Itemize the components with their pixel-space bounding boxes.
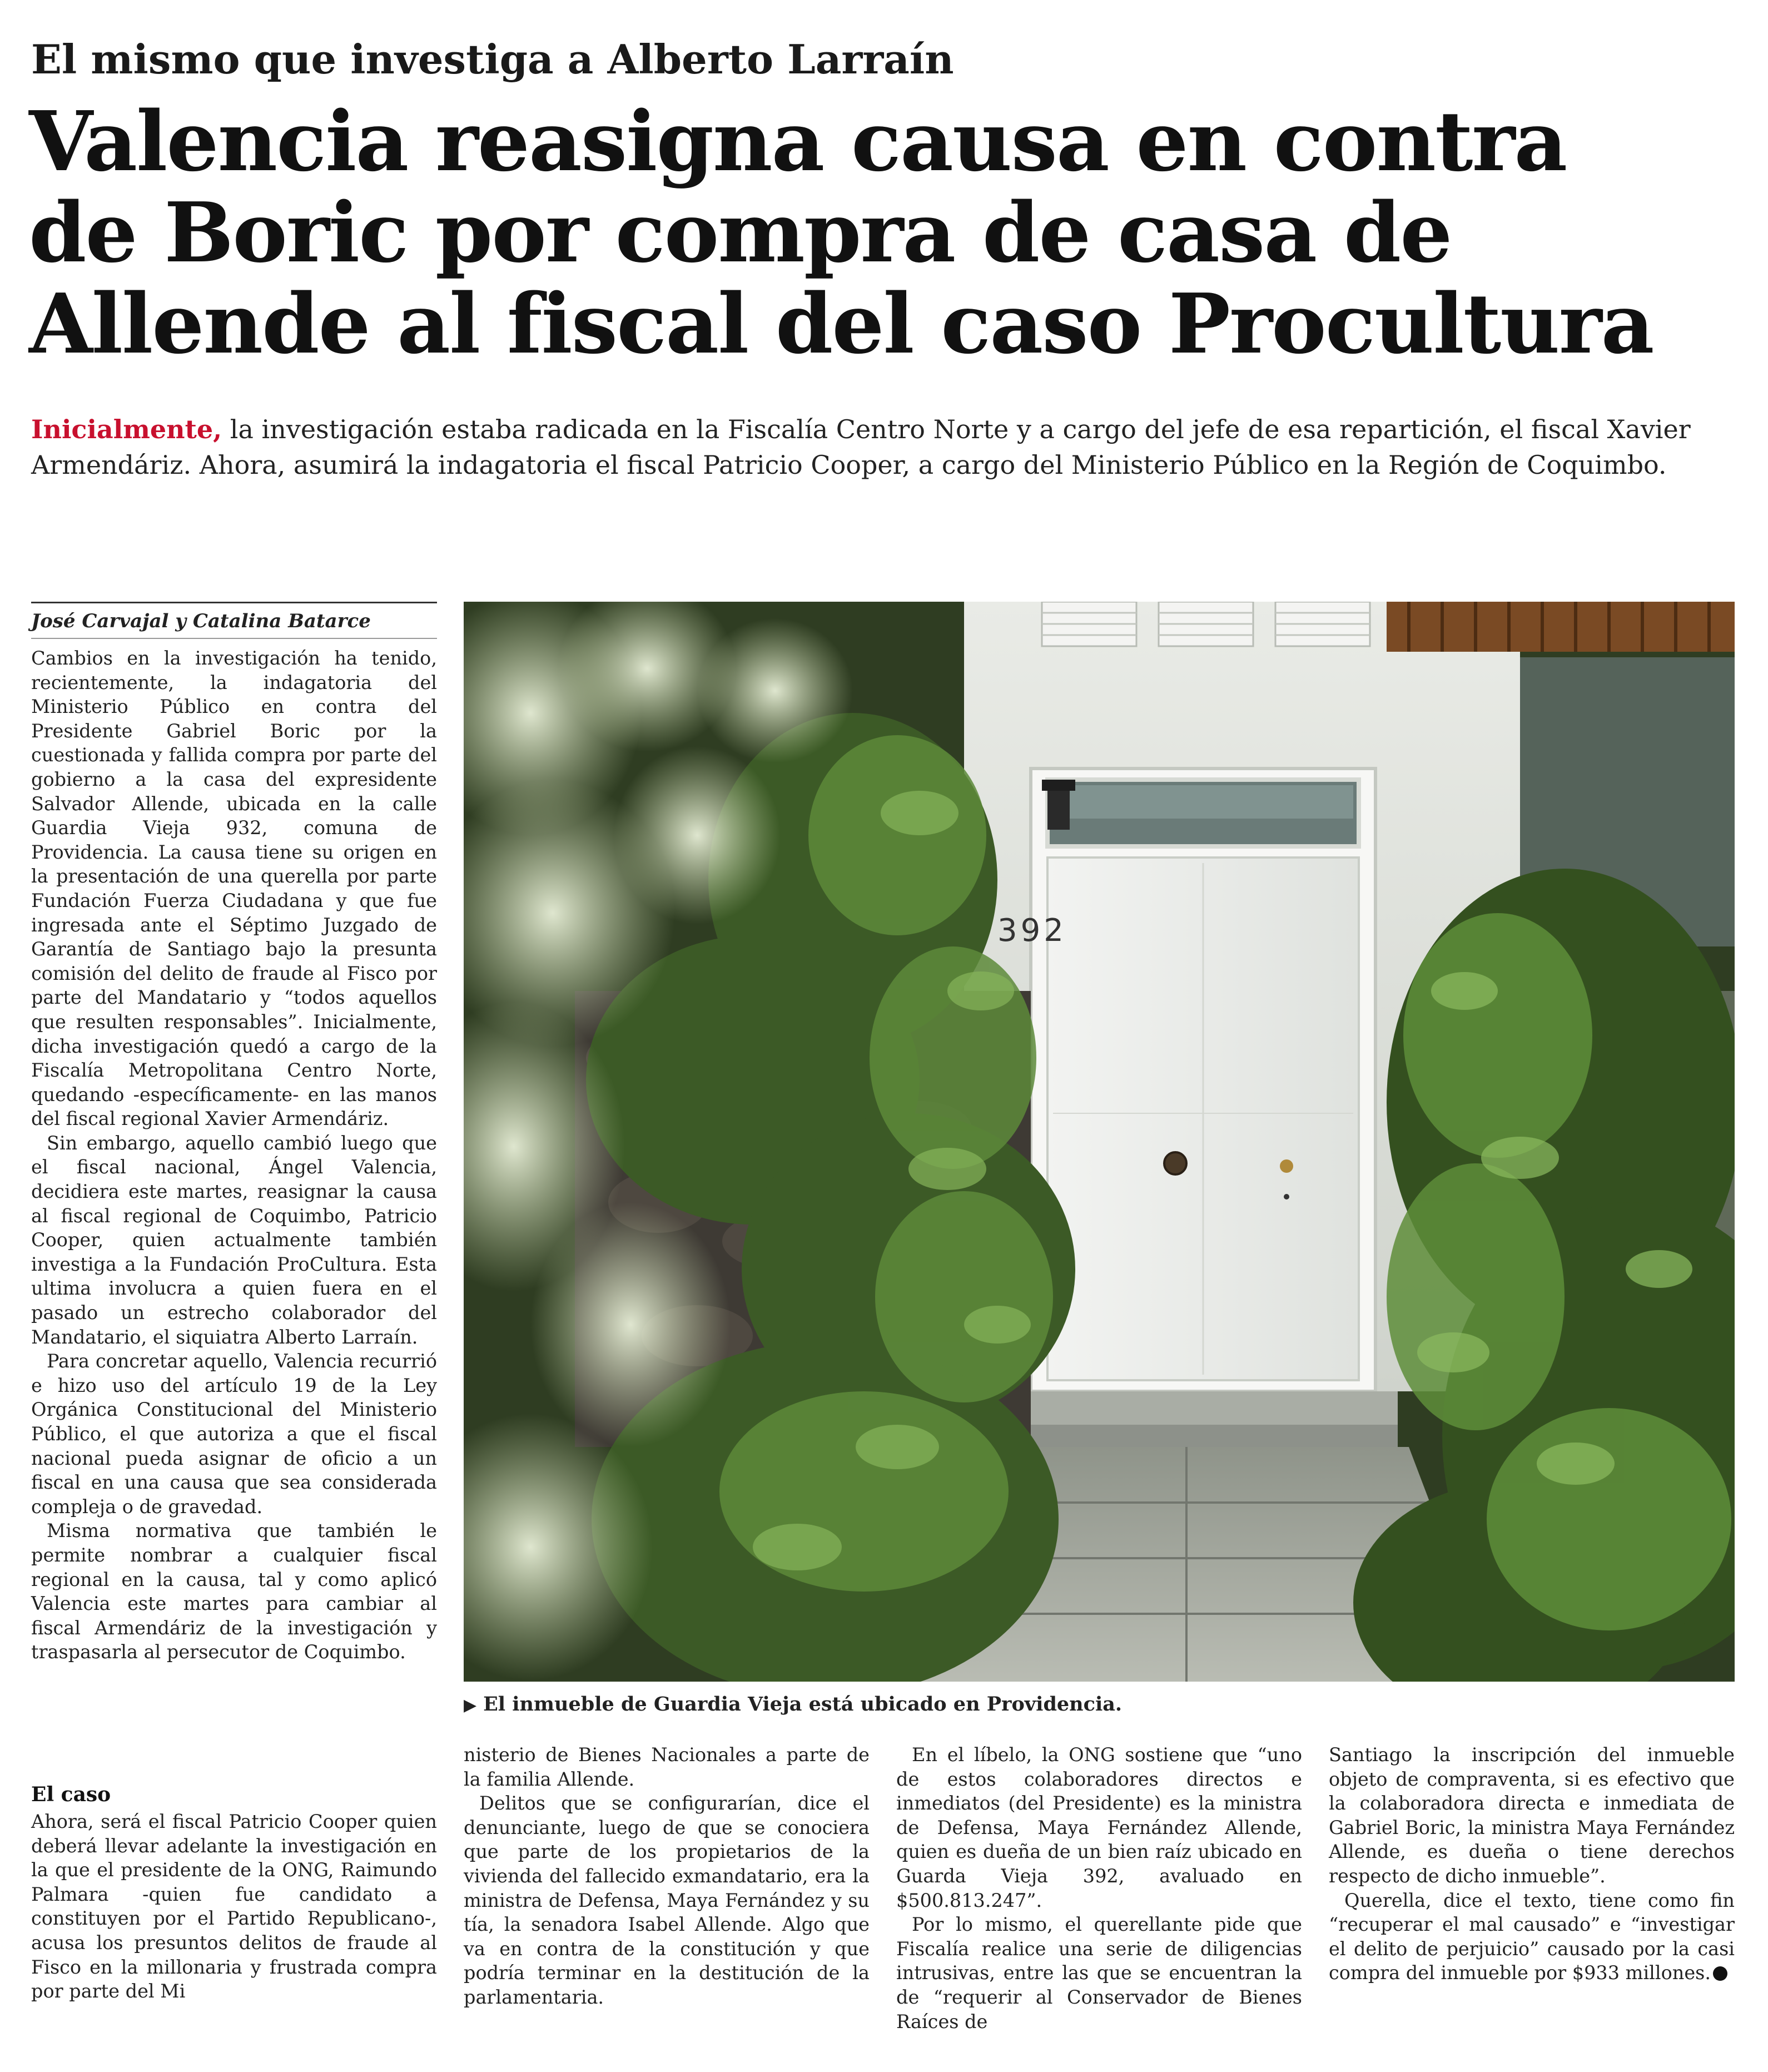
body-paragraph: Por lo mismo, el querellante pide que Fiscalía realice una serie de diligencias intrusivas, entre las que se encuentran la de “requerir al Conservador de Bienes Raíces de xyxy=(896,1914,1302,2033)
end-mark-icon xyxy=(1713,1966,1727,1981)
article-photo xyxy=(464,602,1735,1682)
column-2 xyxy=(464,1743,870,2010)
body-paragraph: Santiago la inscripción del inmueble objeto de compraventa, si es efectivo que la colaboradora directa e inmediata de Gabriel Boric, la ministra Maya Fernández Allende, es dueña o tiene derechos respecto de dicho inmueble”. xyxy=(1329,1744,1735,1887)
column-3 xyxy=(896,1743,1302,2034)
headline-line: de Boric por compra de casa de xyxy=(29,184,1452,281)
caption-arrow-icon: ▶ xyxy=(464,1696,477,1715)
headline-line: Allende al fiscal del caso Procultura xyxy=(29,275,1653,372)
house-door-photo xyxy=(464,602,1735,1682)
body-paragraph: Ahora, será el fiscal Patricio Cooper quien deberá llevar adelante la investigación en la que el presidente de la ONG, Raimundo Palmara -quien fue candidato a constituyen por el Partido Republicano-, acusa los presuntos delitos de fraude al Fisco en la millonaria y frustrada compra por parte del Mi xyxy=(31,1811,437,2002)
kicker: El mismo que investiga a Alberto Larraín xyxy=(31,36,954,83)
body-paragraph: En el líbelo, la ONG sostiene que “uno de estos colaboradores directos e inmediatos (del Presidente) es la ministra de Defensa, Maya Fernández Allende, quien es dueña de un bien raíz ubicado en Guarda Vieja 392, avaluado en $500.813.247”. xyxy=(896,1744,1302,1911)
house-number: 392 xyxy=(997,913,1067,949)
lead-paragraph xyxy=(31,412,1738,483)
photo-caption xyxy=(464,1691,1735,1719)
headline xyxy=(29,93,1730,372)
headline-line: Valencia reasigna causa en contra xyxy=(29,93,1567,190)
body-paragraph: Misma normativa que también le permite nombrar a cualquier fiscal regional en la causa, tal y como aplicó Valencia este martes para cambiar al fiscal Armendáriz de la investigación y traspasarla al persecutor de Coquimbo. xyxy=(31,1520,437,1663)
body-paragraph: nisterio de Bienes Nacionales a parte de la familia Allende. xyxy=(464,1744,870,1790)
body-paragraph: Para concretar aquello, Valencia recurrió e hizo uso del artículo 19 de la Ley Orgánica Constitucional del Ministerio Público, el que autoriza a que el fiscal nacional pueda asignar de oficio a un fiscal en una causa que sea considerada compleja o de gravedad. xyxy=(31,1350,437,1518)
caption-text: El inmueble de Guardia Vieja está ubicado en Providencia. xyxy=(483,1693,1123,1716)
lead-start: Inicialmente, xyxy=(31,414,222,444)
column-1 xyxy=(31,646,437,1664)
body-paragraph: Cambios en la investigación ha tenido, recientemente, la indagatoria del Ministerio Público en contra del Presidente Gabriel Boric por la cuestionada y fallida compra por parte del gobierno a la casa del expresidente Salvador Allende, ubicada en la calle Guardia Vieja 932, comuna de Providencia. La causa tiene su origen en la presentación de una querella por parte Fundación Fuerza Ciudadana y que fue ingresada ante el Séptimo Juzgado de Garantía de Santiago bajo la presunta comisión del delito de fraude al Fisco por parte del Mandatario y “todos aquellos que resulten responsables”. Inicialmente, dicha investigación quedó a cargo de la Fiscalía Metropolitana Centro Norte, quedando -específicamente- en las manos del fiscal regional Xavier Armendáriz. xyxy=(31,647,437,1130)
column-4 xyxy=(1329,1743,1735,1985)
body-paragraph: Sin embargo, aquello cambió luego que el fiscal nacional, Ángel Valencia, decidiera este martes, reasignar la causa al fiscal regional de Coquimbo, Patricio Cooper, quien actualmente también investiga a la Fundación ProCultura. Esta ultima involucra a quien fuera en el pasado un estrecho colaborador del Mandatario, el siquiatra Alberto Larraín. xyxy=(31,1132,437,1348)
closing-text: Querella, dice el texto, tiene como fin “recuperar el mal causado” e “investigar el delito de perjuicio” causado por la casi compra del inmueble por $933 millones. xyxy=(1329,1889,1735,1984)
byline: José Carvajal y Catalina Batarce xyxy=(31,602,437,639)
body-paragraph xyxy=(1329,1888,1735,1985)
column-1-bottom xyxy=(31,1762,437,2004)
lead-text: la investigación estaba radicada en la Fiscalía Centro Norte y a cargo del jefe de esa repartición, el fiscal Xavier Armendáriz. Ahora, asumirá la indagatoria el fiscal Patricio Cooper, a cargo del Ministerio Público en la Región de Coquimbo. xyxy=(31,414,1691,480)
subhead: El caso xyxy=(31,1783,111,1806)
body-paragraph: Delitos que se configurarían, dice el denunciante, luego de que se conociera que parte de los propietarios de la vivienda del fallecido exmandatario, era la ministra de Defensa, Maya Fernández y su tía, la senadora Isabel Allende. Algo que va en contra de la constitución y que podría terminar en la destitución de la parlamentaria. xyxy=(464,1792,870,2008)
